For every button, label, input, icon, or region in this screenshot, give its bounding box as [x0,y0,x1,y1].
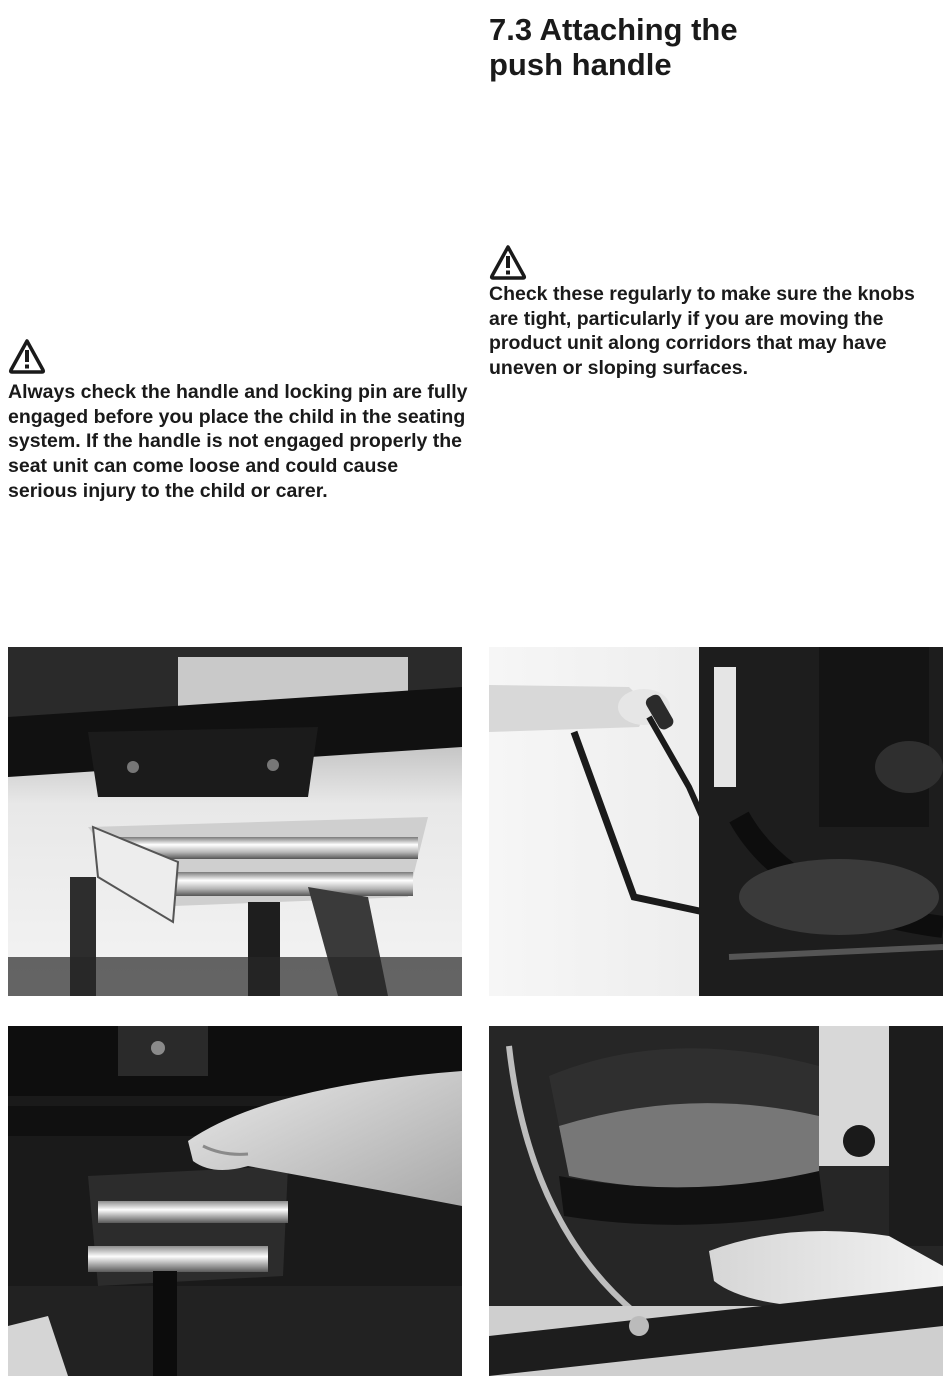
photo-hand-tightening-knob [489,1026,943,1376]
photo-hand-engaging-locking-pin [8,1026,462,1376]
photo-roller-mount-bracket [8,647,462,996]
section-heading-line-2: push handle [489,47,672,82]
warning-triangle-icon [489,244,527,280]
section-heading-line-1: 7.3 Attaching the [489,12,738,47]
photo-hand-fitting-push-handle [489,647,943,996]
warning-triangle-icon [8,338,46,374]
warning-text-handle: Always check the handle and locking pin are fully engaged before you place the child in the seating system. If the handle is not engaged properly the seat unit can come loose and could cause serious injury to the child or carer. [8,381,468,502]
warning-text-knobs: Check these regularly to make sure the knobs are tight, particularly if you are moving the product unit along corridors that may have uneven or sloping surfaces. [489,283,915,380]
section-heading [489,12,889,82]
